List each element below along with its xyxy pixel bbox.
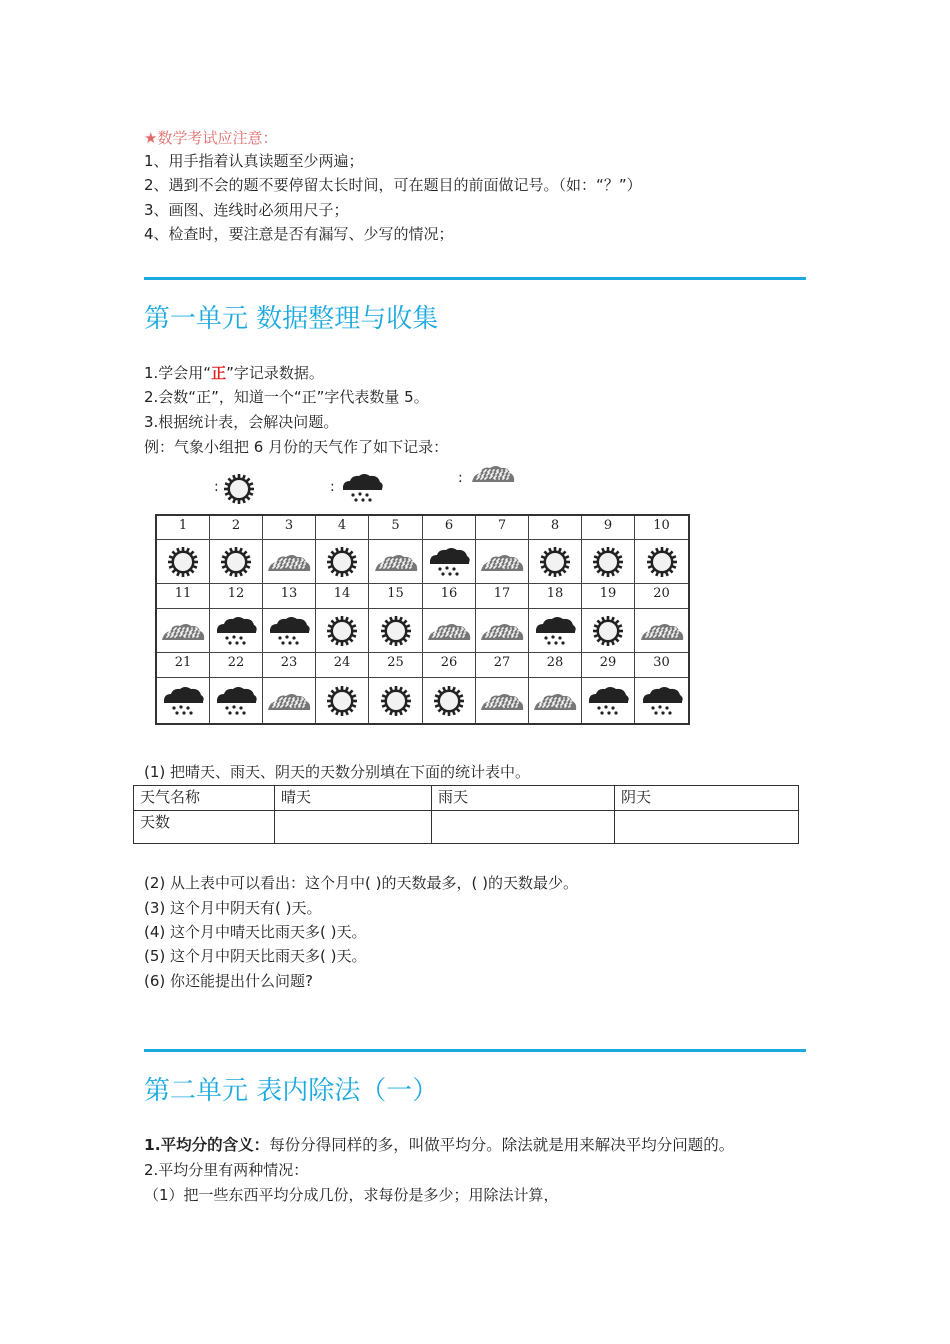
note-item: 3、画图、连线时必须用尺子； [144, 201, 349, 219]
question-1: (1) 把晴天、雨天、阴天的天数分别填在下面的统计表中。 [144, 763, 531, 781]
day-number: 18 [529, 584, 582, 609]
overcast-cloud-icon [476, 540, 529, 584]
table-header-weather: 天气名称 [134, 786, 275, 811]
sun-icon [423, 678, 476, 723]
notes-title: ★数学考试应注意： [144, 129, 278, 147]
rain-cloud-icon [210, 678, 263, 723]
note-item: 1、用手指着认真读题至少两遍； [144, 152, 364, 170]
table-header-sunny: 晴天 [275, 786, 432, 811]
day-number: 15 [369, 584, 423, 609]
overcast-cloud-icon [529, 678, 582, 723]
unit2-title: 第二单元 表内除法（一） [144, 1076, 439, 1106]
definition-label: 1.平均分的含义： [144, 1136, 270, 1154]
unit1-title: 第一单元 数据整理与收集 [144, 304, 439, 334]
day-number: 28 [529, 653, 582, 678]
weather-stat-table [133, 785, 799, 844]
table-cell-overcast-days[interactable] [615, 811, 799, 844]
table-cell-rainy-days[interactable] [432, 811, 615, 844]
sun-icon [582, 609, 635, 653]
unit1-point-1 [144, 363, 324, 383]
day-number: 10 [635, 516, 688, 540]
overcast-cloud-icon [263, 678, 316, 723]
day-number: 25 [369, 653, 423, 678]
sun-icon [157, 540, 210, 584]
sun-icon [316, 540, 369, 584]
table-header-overcast: 阴天 [615, 786, 799, 811]
question-3: (3) 这个月中阴天有( )天。 [144, 899, 322, 917]
day-number: 23 [263, 653, 316, 678]
sun-icon [582, 540, 635, 584]
overcast-cloud-icon [157, 609, 210, 653]
day-number: 24 [316, 653, 369, 678]
day-number: 27 [476, 653, 529, 678]
unit2-point-2: 2.平均分里有两种情况： [144, 1161, 309, 1179]
unit1-example: 例：气象小组把 6 月份的天气作了如下记录： [144, 438, 449, 456]
overcast-cloud-icon [470, 462, 516, 488]
rain-cloud-icon [340, 472, 384, 508]
day-number: 17 [476, 584, 529, 609]
rain-cloud-icon [263, 609, 316, 653]
overcast-cloud-icon [369, 540, 423, 584]
day-number: 29 [582, 653, 635, 678]
sun-icon [222, 472, 256, 510]
unit1-point-3: 3.根据统计表，会解决问题。 [144, 413, 339, 431]
day-number: 9 [582, 516, 635, 540]
sun-icon [210, 540, 263, 584]
overcast-cloud-icon [263, 540, 316, 584]
sun-icon [369, 609, 423, 653]
day-number: 16 [423, 584, 476, 609]
day-number: 30 [635, 653, 688, 678]
day-number: 4 [316, 516, 369, 540]
day-number: 5 [369, 516, 423, 540]
rain-cloud-icon [157, 678, 210, 723]
note-item: 2、遇到不会的题不要停留太长时间，可在题目的前面做记号。（如：“？”） [144, 176, 642, 194]
day-number: 11 [157, 584, 210, 609]
weather-legend: : : : [200, 468, 540, 508]
overcast-cloud-icon [476, 678, 529, 723]
day-number: 19 [582, 584, 635, 609]
overcast-cloud-icon [635, 609, 688, 653]
day-number: 21 [157, 653, 210, 678]
sun-icon [635, 540, 688, 584]
rain-cloud-icon [210, 609, 263, 653]
day-number: 7 [476, 516, 529, 540]
sun-icon [369, 678, 423, 723]
day-number: 20 [635, 584, 688, 609]
zheng-character: 正 [211, 364, 227, 382]
unit2-point-3: （1）把一些东西平均分成几份，求每份是多少；用除法计算， [144, 1186, 559, 1204]
table-cell-sunny-days[interactable] [275, 811, 432, 844]
day-number: 2 [210, 516, 263, 540]
rain-cloud-icon [582, 678, 635, 723]
rain-cloud-icon [529, 609, 582, 653]
rain-cloud-icon [635, 678, 688, 723]
sun-icon [529, 540, 582, 584]
question-5: (5) 这个月中阴天比雨天多( )天。 [144, 947, 367, 965]
day-number: 26 [423, 653, 476, 678]
question-4: (4) 这个月中晴天比雨天多( )天。 [144, 923, 367, 941]
day-number: 12 [210, 584, 263, 609]
rain-cloud-icon [423, 540, 476, 584]
table-row-label-days: 天数 [134, 811, 275, 844]
question-2: (2) 从上表中可以看出：这个月中( )的天数最多，( )的天数最少。 [144, 874, 578, 892]
sun-icon [316, 678, 369, 723]
day-number: 14 [316, 584, 369, 609]
definition-text: 每份分得同样的多，叫做平均分。除法就是用来解决平均分问题的。 [269, 1136, 735, 1154]
question-6: (6) 你还能提出什么问题? [144, 972, 313, 990]
section-divider [144, 277, 806, 280]
unit1-point-2: 2.会数“正”，知道一个“正”字代表数量 5。 [144, 388, 429, 406]
section-divider [144, 1049, 806, 1052]
sun-icon [316, 609, 369, 653]
overcast-cloud-icon [423, 609, 476, 653]
overcast-cloud-icon [476, 609, 529, 653]
table-header-rainy: 雨天 [432, 786, 615, 811]
day-number: 8 [529, 516, 582, 540]
day-number: 3 [263, 516, 316, 540]
unit2-point-1 [144, 1135, 734, 1155]
day-number: 1 [157, 516, 210, 540]
day-number: 22 [210, 653, 263, 678]
day-number: 13 [263, 584, 316, 609]
point-1-suffix: ”字记录数据。 [226, 364, 324, 382]
note-item: 4、检查时，要注意是否有漏写、少写的情况； [144, 225, 454, 243]
weather-calendar [155, 514, 690, 725]
day-number: 6 [423, 516, 476, 540]
point-1-prefix: 1.学会用“ [144, 364, 212, 382]
